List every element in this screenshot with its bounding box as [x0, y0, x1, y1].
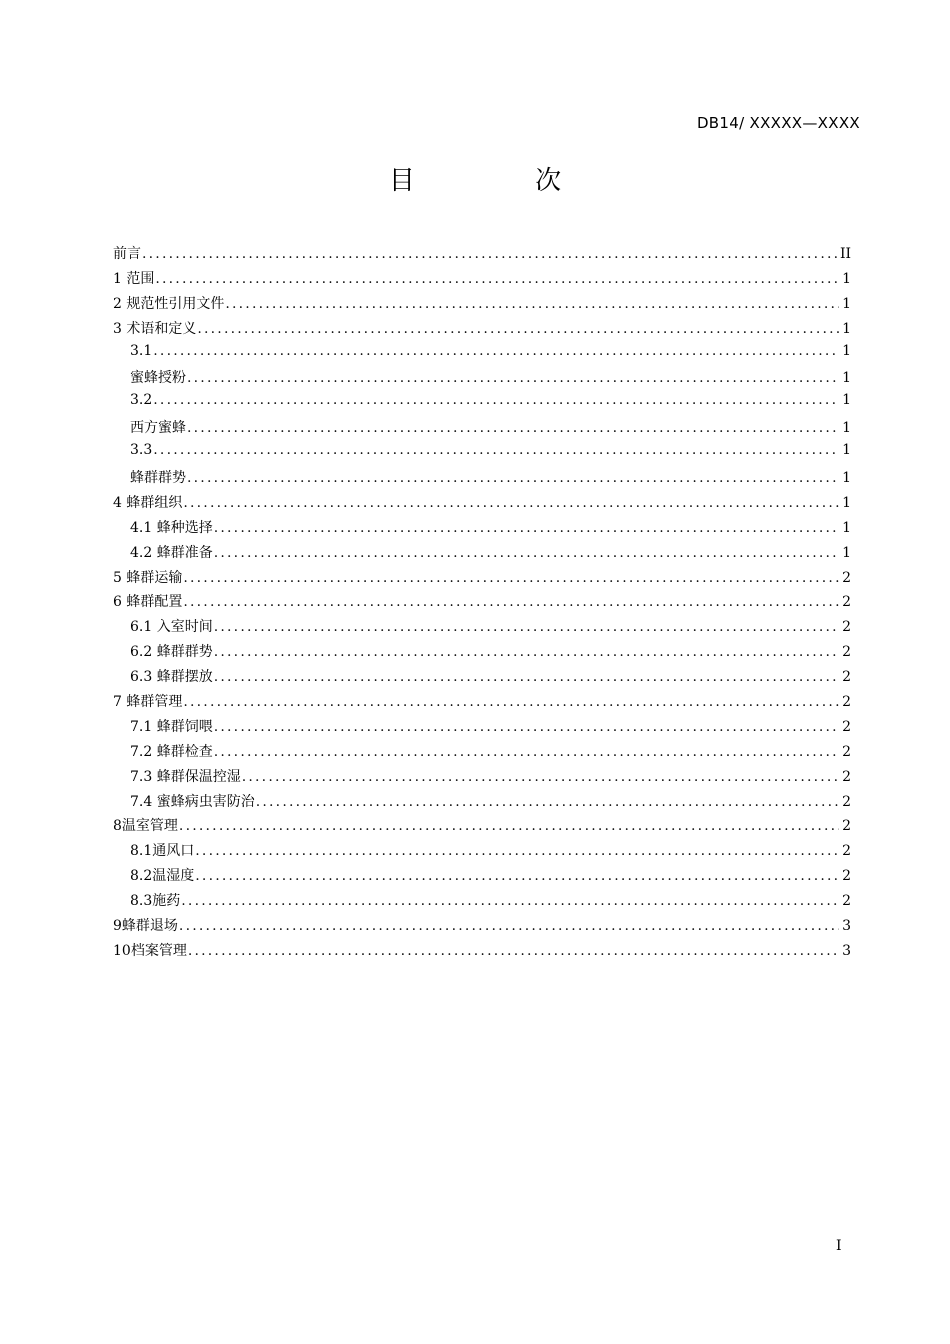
dot-leader: [214, 520, 839, 536]
toc-entry-page: 1: [842, 442, 851, 459]
toc-entry-2[interactable]: [113, 293, 851, 318]
toc-entry-label: 1 范围: [113, 270, 155, 287]
toc-entry-label: 7.4 蜜蜂病虫害防治: [130, 793, 255, 810]
toc-entry-page: 2: [842, 793, 851, 810]
toc-entry-label: 西方蜜蜂: [130, 420, 186, 437]
dot-leader: [181, 893, 839, 909]
toc-entry-7-3[interactable]: [113, 766, 851, 791]
dot-leader: [183, 694, 839, 710]
toc-entry-10[interactable]: [113, 940, 851, 965]
toc-entry-page: 3: [842, 942, 851, 959]
toc-entry-page: 2: [842, 818, 851, 835]
toc-entry-page: 2: [842, 669, 851, 686]
page-number: I: [836, 1238, 842, 1254]
toc-entry-label: 3.3: [130, 442, 153, 459]
toc-title: 目 次: [388, 166, 618, 196]
toc-entry-page: 2: [842, 743, 851, 760]
toc-entry-6[interactable]: [113, 591, 851, 616]
dot-leader: [214, 719, 839, 735]
toc-entry-page: 2: [842, 768, 851, 785]
toc-entry-7-2[interactable]: [113, 741, 851, 766]
toc-entry-3-3[interactable]: [113, 442, 851, 467]
toc-entry-label: 6.2 蜂群群势: [130, 644, 213, 661]
toc-entry-4-2[interactable]: [113, 542, 851, 567]
dot-leader: [214, 644, 839, 660]
toc-entry-label: 3 术语和定义: [113, 320, 197, 337]
toc-entry-4[interactable]: [113, 492, 851, 517]
toc-entry-6-3[interactable]: [113, 666, 851, 691]
toc-entry-page: 1: [842, 370, 851, 387]
dot-leader: [183, 495, 839, 511]
toc-entry-9[interactable]: [113, 915, 851, 940]
toc-entry-7-1[interactable]: [113, 716, 851, 741]
toc-entry-foreword[interactable]: [113, 243, 851, 268]
toc-entry-label: 6 蜂群配置: [113, 594, 183, 611]
dot-leader: [214, 545, 839, 561]
toc-entry-label: 蜜蜂授粉: [130, 370, 186, 387]
toc-entry-page: 1: [842, 519, 851, 536]
toc-entry-1[interactable]: [113, 268, 851, 293]
toc-entry-label: 7 蜂群管理: [113, 694, 183, 711]
toc-entry-page: 2: [842, 619, 851, 636]
toc-entry-label: 7.1 蜂群饲喂: [130, 718, 213, 735]
toc-entry-label: 9蜂群退场: [113, 918, 178, 935]
toc-entry-page: II: [839, 246, 851, 262]
toc-entry-label: 4.1 蜂种选择: [130, 519, 213, 536]
toc-entry-page: 2: [842, 868, 851, 885]
toc-entry-label: 前言: [113, 246, 141, 262]
dot-leader: [179, 818, 839, 834]
table-of-contents: [113, 243, 851, 965]
dot-leader: [179, 918, 839, 934]
toc-entry-label: 7.3 蜂群保温控湿: [130, 768, 241, 785]
toc-entry-page: 2: [842, 718, 851, 735]
toc-entry-3-3-term[interactable]: [113, 467, 851, 492]
toc-entry-label: 8温室管理: [113, 818, 178, 835]
toc-entry-page: 2: [842, 893, 851, 910]
dot-leader: [188, 943, 839, 959]
toc-entry-label: 4 蜂群组织: [113, 494, 183, 511]
toc-entry-label: 蜂群群势: [130, 470, 186, 487]
dot-leader: [142, 246, 837, 262]
dot-leader: [183, 594, 839, 610]
toc-entry-8-3[interactable]: [113, 890, 851, 915]
toc-entry-label: 6.1 入室时间: [130, 619, 213, 636]
toc-entry-page: 1: [842, 295, 851, 312]
dot-leader: [214, 744, 839, 760]
dot-leader: [195, 868, 839, 884]
dot-leader: [153, 343, 839, 359]
toc-entry-page: 2: [842, 843, 851, 860]
toc-entry-3-1-term[interactable]: [113, 367, 851, 392]
toc-entry-page: 1: [842, 470, 851, 487]
toc-entry-label: 5 蜂群运输: [113, 569, 183, 586]
toc-entry-label: 10档案管理: [113, 942, 187, 959]
toc-entry-page: 1: [842, 342, 851, 359]
toc-entry-8-1[interactable]: [113, 840, 851, 865]
toc-entry-page: 1: [842, 270, 851, 287]
toc-entry-label: 4.2 蜂群准备: [130, 544, 213, 561]
toc-entry-label: 8.1通风口: [130, 843, 195, 860]
toc-entry-page: 1: [842, 544, 851, 561]
toc-entry-8[interactable]: [113, 815, 851, 840]
toc-entry-page: 2: [842, 644, 851, 661]
toc-entry-page: 1: [842, 320, 851, 337]
dot-leader: [214, 669, 839, 685]
dot-leader: [187, 420, 839, 436]
toc-entry-label: 3.1: [130, 342, 153, 359]
toc-entry-label: 3.2: [130, 392, 153, 409]
dot-leader: [197, 321, 839, 337]
toc-entry-3[interactable]: [113, 318, 851, 343]
toc-entry-4-1[interactable]: [113, 517, 851, 542]
toc-entry-6-1[interactable]: [113, 616, 851, 641]
toc-entry-label: 7.2 蜂群检查: [130, 743, 213, 760]
toc-entry-page: 2: [842, 694, 851, 711]
dot-leader: [242, 769, 839, 785]
dot-leader: [256, 794, 839, 810]
dot-leader: [195, 843, 839, 859]
toc-entry-5[interactable]: [113, 567, 851, 592]
dot-leader: [214, 619, 839, 635]
dot-leader: [155, 271, 839, 287]
toc-entry-label: 8.2温湿度: [130, 868, 195, 885]
document-code: DB14/ XXXXX—XXXX: [696, 114, 860, 132]
toc-entry-3-2[interactable]: [113, 392, 851, 417]
dot-leader: [183, 570, 839, 586]
toc-entry-page: 2: [842, 594, 851, 611]
dot-leader: [187, 470, 839, 486]
toc-entry-page: 3: [842, 918, 851, 935]
toc-entry-3-2-term[interactable]: [113, 417, 851, 442]
toc-entry-8-2[interactable]: [113, 865, 851, 890]
dot-leader: [187, 370, 839, 386]
toc-entry-page: 1: [842, 420, 851, 437]
toc-entry-6-2[interactable]: [113, 641, 851, 666]
dot-leader: [153, 442, 839, 458]
toc-entry-label: 8.3施药: [130, 893, 181, 910]
toc-entry-page: 2: [842, 569, 851, 586]
toc-entry-7[interactable]: [113, 691, 851, 716]
toc-entry-3-1[interactable]: [113, 343, 851, 368]
toc-entry-label: 6.3 蜂群摆放: [130, 669, 213, 686]
dot-leader: [153, 392, 839, 408]
dot-leader: [225, 296, 839, 312]
toc-entry-label: 2 规范性引用文件: [113, 295, 225, 312]
toc-entry-7-4[interactable]: [113, 791, 851, 816]
toc-entry-page: 1: [842, 494, 851, 511]
toc-entry-page: 1: [842, 392, 851, 409]
